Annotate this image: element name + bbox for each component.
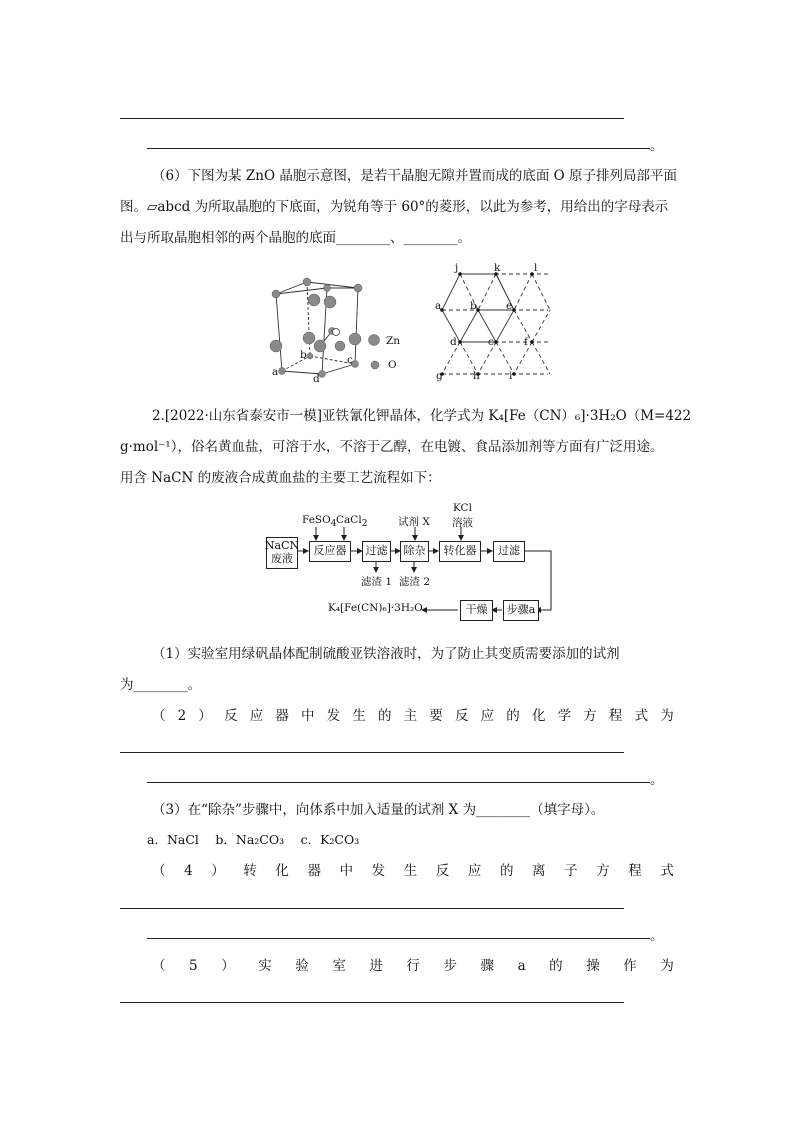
residue2-label: 滤渣 2	[399, 576, 431, 588]
question-char: 为	[660, 958, 674, 974]
remove-label: 除杂	[403, 544, 426, 558]
question-char: 的	[549, 958, 563, 974]
answer-line	[147, 938, 650, 939]
question-char: 程	[628, 863, 642, 879]
question-char: 发	[326, 708, 341, 724]
question-char: 的	[499, 863, 514, 879]
question-char: 验	[295, 958, 309, 974]
sub3-line1: （3）在“除杂”步骤中，向体系中加入适量的试剂 X 为________（填字母）。	[152, 802, 605, 818]
question-char: 学	[557, 708, 572, 724]
plane-label-h: h	[473, 370, 480, 382]
question-char: ）	[198, 708, 212, 724]
converter-label: 转化器	[443, 544, 477, 558]
converter-box	[439, 541, 481, 562]
plane-label-g: g	[436, 370, 443, 382]
answer-line	[120, 118, 624, 119]
oxygen-plane-figure	[438, 266, 558, 386]
cell-label-a: a	[272, 366, 279, 378]
q2-line3: 用含 NaCN 的废液合成黄血盐的主要工艺流程如下：	[120, 470, 441, 486]
question-char: 器	[307, 863, 321, 879]
plane-label-e: e	[506, 300, 513, 312]
dry-box	[460, 600, 493, 621]
cacl2-label: CaCl$_2$	[336, 514, 368, 530]
nacn-waste-box	[266, 537, 298, 569]
remove-impurity-box	[400, 541, 429, 562]
nacn-label: NaCN	[264, 539, 300, 553]
question-char: 骤	[480, 958, 495, 974]
product-label: K₄[Fe(CN)₆]·3H₂O	[328, 602, 423, 614]
question-char: （	[152, 958, 166, 974]
question-char: 应	[480, 708, 495, 724]
q6-line2: 图。▱abcd 为所取晶胞的下底面，为锐角等于 60°的菱形，以此为参考，用给出的字母表示	[120, 199, 669, 215]
question-char: （	[152, 863, 166, 879]
question-char: 应	[249, 708, 264, 724]
question-char: 程	[608, 708, 623, 724]
question-char: 的	[506, 708, 520, 724]
dry-label: 干燥	[465, 603, 488, 617]
plane-label-c: c	[488, 336, 494, 348]
feso4-label: FeSO$_4$	[302, 514, 337, 530]
plane-label-d: d	[450, 336, 457, 348]
question-char: 实	[258, 958, 272, 974]
o-legend-label: O	[388, 359, 397, 371]
answer-line	[120, 1002, 624, 1003]
question-char: 4	[184, 863, 193, 879]
question-char: 化	[531, 708, 546, 724]
question-char: 式	[660, 863, 674, 879]
kcl-label: KCl	[453, 502, 472, 514]
reactor-box	[309, 541, 351, 562]
plane-label-j: j	[455, 262, 459, 274]
question-char: ）	[211, 863, 225, 879]
question-char: 发	[371, 863, 386, 879]
plane-label-a: a	[435, 300, 442, 312]
filter1-box	[362, 541, 391, 562]
cell-label-c: c	[347, 354, 353, 366]
question-char: 操	[586, 958, 600, 974]
zn-legend-label: Zn	[386, 335, 401, 347]
question-char: 离	[532, 863, 546, 879]
cell-label-b: b	[300, 349, 307, 361]
sub1-line1: （1）实验室用绿矾晶体配制硫酸亚铁溶液时，为了防止其变质需要添加的试剂	[152, 646, 620, 662]
answer-line	[147, 782, 650, 783]
question-char: 步	[443, 958, 457, 974]
sub4-question	[152, 861, 674, 881]
question-char: 式	[634, 708, 649, 724]
kcl-solution-label: 溶液	[452, 517, 473, 529]
answer-line	[120, 752, 624, 753]
answer-line	[120, 908, 624, 909]
filter2-box	[493, 541, 525, 562]
question-char: a	[517, 958, 526, 974]
plane-label-b: b	[470, 300, 477, 312]
step-a-box	[503, 600, 539, 621]
question-char: 中	[301, 708, 315, 724]
question-char: 行	[406, 958, 420, 974]
question-char: 的	[378, 708, 392, 724]
question-char: 主	[403, 708, 418, 724]
question-char: 方	[583, 708, 597, 724]
question-char: 转	[243, 863, 257, 879]
q6-line1: （6）下图为某 ZnO 晶胞示意图，是若干晶胞无隙并置而成的底面 O 原子排列局部平面	[152, 168, 677, 184]
question-char: 应	[467, 863, 482, 879]
question-char: 作	[623, 958, 637, 974]
period: 。	[650, 138, 664, 154]
question-char: 方	[596, 863, 610, 879]
q2-line2: g·mol⁻¹），俗名黄血盐，可溶于水，不溶于乙醇，在电镀、食品添加剂等方面有广泛用途。	[120, 439, 664, 455]
question-char: 5	[189, 958, 198, 974]
plane-label-k: k	[494, 262, 501, 274]
question-char: 为	[660, 708, 674, 724]
cell-label-d: d	[313, 373, 320, 385]
answer-line	[147, 148, 650, 149]
sub5-question	[152, 956, 674, 976]
reagent-x-label: 试剂 X	[398, 516, 430, 528]
sub1-line2: 为________。	[120, 677, 201, 693]
question-char: 反	[224, 708, 238, 724]
question-char: 器	[275, 708, 289, 724]
period: 。	[650, 772, 664, 788]
waste-label: 废液	[271, 552, 293, 565]
question-char: 要	[429, 708, 443, 724]
step-a-label: 步骤a	[506, 603, 536, 617]
question-char: ）	[221, 958, 235, 974]
q6-line3: 出与所取晶胞相邻的两个晶胞的底面________、________。	[120, 230, 471, 246]
residue1-label: 滤渣 1	[361, 576, 393, 588]
filter1-label: 过滤	[365, 544, 388, 558]
question-char: 进	[369, 958, 383, 974]
question-char: 化	[275, 863, 289, 879]
filter2-label: 过滤	[498, 544, 520, 558]
sub2-question	[152, 706, 674, 726]
question-char: 室	[332, 958, 346, 974]
question-char: 2	[177, 708, 187, 724]
q2-line1: 2.[2022·山东省泰安市一模]亚铁氰化钾晶体，化学式为 K₄[Fe（CN）₆]·3H₂O（M=422	[152, 408, 692, 424]
question-char: 反	[454, 708, 469, 724]
plane-label-f: f	[524, 336, 528, 348]
question-char: （	[152, 708, 166, 724]
period: 。	[650, 928, 664, 944]
plane-label-i: i	[509, 370, 513, 382]
question-char: 子	[564, 863, 578, 879]
reactor-label: 反应器	[313, 544, 347, 558]
question-char: 生	[403, 863, 418, 879]
question-char: 中	[339, 863, 354, 879]
question-char: 生	[352, 708, 366, 724]
plane-label-l: l	[534, 262, 538, 274]
question-char: 反	[435, 863, 450, 879]
sub3-options: a．NaCl b．Na₂CO₃ c．K₂CO₃	[147, 832, 360, 847]
